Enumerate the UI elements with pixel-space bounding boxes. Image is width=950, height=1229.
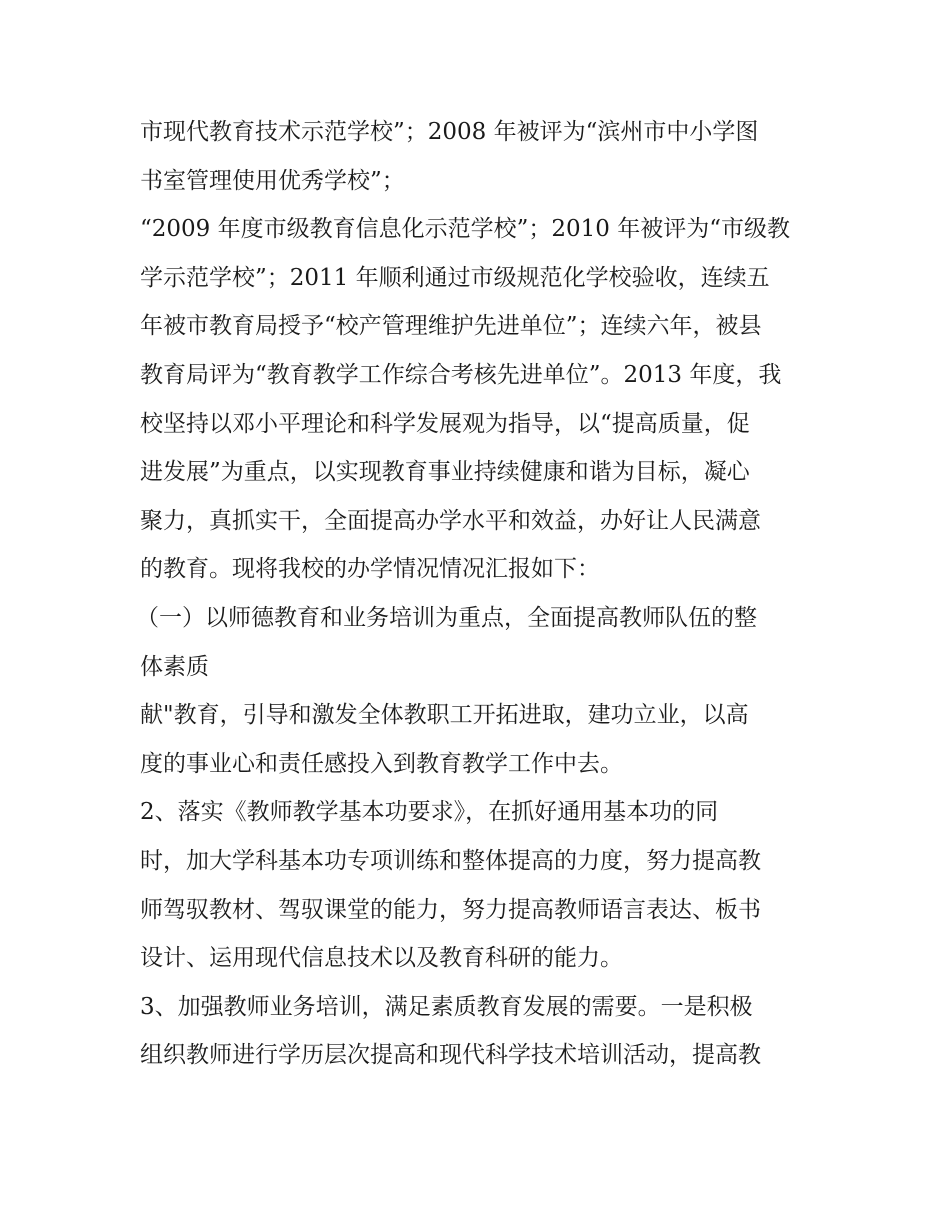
- text-line: “2009 年度市级教育信息化示范学校”；2010 年被评为“市级教: [140, 216, 790, 243]
- text-line: 校坚持以邓小平理论和科学发展观为指导，以“提高质量，促: [140, 410, 750, 437]
- text-line: 书室管理使用优秀学校”；: [140, 167, 405, 194]
- text-line: 聚力，真抓实干，全面提高办学水平和效益，办好让人民满意: [140, 507, 761, 534]
- section-heading-line: 体素质: [140, 653, 209, 680]
- text-line: 献"教育，引导和激发全体教职工开拓进取，建功立业，以高: [140, 702, 749, 729]
- text-line: 组织教师进行学历层次提高和现代科学技术培训活动，提高教: [140, 1042, 761, 1069]
- list-item-line: 3、加强教师业务培训，满足素质教育发展的需要。一是积极: [140, 993, 753, 1020]
- text-line: 时，加大学科基本功专项训练和整体提高的力度，努力提高教: [140, 847, 761, 874]
- text-line: 设计、运用现代信息技术以及教育科研的能力。: [140, 945, 623, 972]
- text-line: 教育局评为“教育教学工作综合考核先进单位”。2013 年度，我: [140, 361, 782, 388]
- section-heading-line: （一）以师德教育和业务培训为重点，全面提高教师队伍的整: [136, 604, 757, 631]
- text-line: 师驾驭教材、驾驭课堂的能力，努力提高教师语言表达、板书: [140, 896, 761, 923]
- text-line: 度的事业心和责任感投入到教育教学工作中去。: [140, 750, 623, 777]
- list-item-line: 2、落实《教师教学基本功要求》，在抓好通用基本功的同: [140, 799, 719, 826]
- text-line: 的教育。现将我校的办学情况情况汇报如下：: [140, 556, 600, 583]
- text-line: 学示范学校”；2011 年顺利通过市级规范化学校验收，连续五: [140, 264, 770, 291]
- text-line: 年被市教育局授予“校产管理维护先进单位”；连续六年，被县: [140, 313, 762, 340]
- text-line: 进发展”为重点，以实现教育事业持续健康和谐为目标，凝心: [140, 459, 750, 486]
- document-body: [136, 108, 830, 1080]
- text-line: 市现代教育技术示范学校”；2008 年被评为“滨州市中小学图: [140, 119, 759, 145]
